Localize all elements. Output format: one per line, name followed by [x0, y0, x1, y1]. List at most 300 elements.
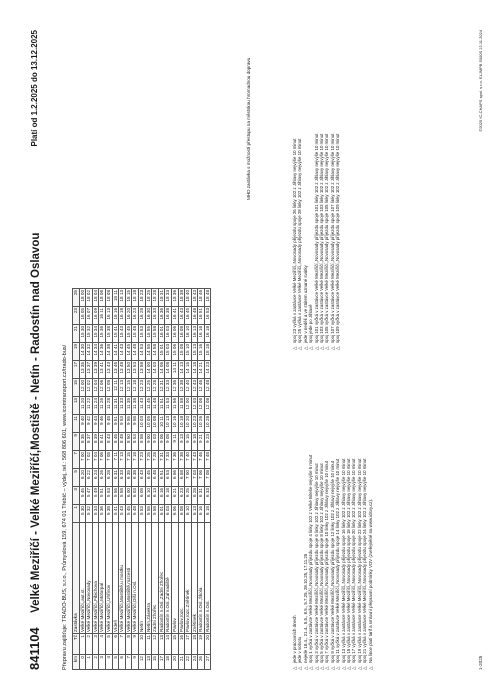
cell-time: 6 10	[185, 505, 192, 523]
cell-time: 9 42	[86, 415, 93, 433]
cell-time: 7 00	[185, 469, 192, 487]
cell-time: 9 03	[152, 433, 159, 451]
cell-time: 18 23	[138, 289, 145, 307]
cell-time: 7 33	[165, 451, 172, 469]
cell-time: 5 34	[92, 505, 99, 523]
cell-time: 15 08	[178, 343, 185, 361]
cell-time: 11 24	[92, 397, 99, 415]
cell-time: 9 40	[79, 415, 86, 433]
table-row	[178, 289, 185, 670]
cell-time: 14 23	[204, 361, 211, 379]
cell-time: 6 01	[158, 505, 165, 523]
cell-km: 20	[171, 655, 178, 670]
cell-time: 9 48	[105, 415, 112, 433]
cell-time: 6 08	[138, 487, 145, 505]
cell-km: 26	[198, 655, 205, 670]
cell-station: Velké Meziříčí,,Uhřínov	[105, 523, 112, 634]
cell-time: 15 03	[165, 343, 172, 361]
note-text: nejede 18.4., 21.4., 5.5., 8.5., 5.7.25, 28.10.25, 17.11.25	[302, 553, 308, 663]
cell-time: 7 13	[119, 451, 126, 469]
cell-time: 5 49	[92, 487, 99, 505]
cell-time: 10 28	[204, 415, 211, 433]
cell-time: 11 26	[99, 397, 106, 415]
cell-time: 9 00	[145, 433, 152, 451]
cell-time: 14 53	[138, 343, 145, 361]
cell-time: 12 02	[86, 379, 93, 397]
cell-time: 14 55	[145, 343, 152, 361]
triangle-icon: △	[324, 346, 330, 350]
cell-time: 5 32	[86, 505, 93, 523]
cell-time: 18 38	[178, 289, 185, 307]
cell-time: 8 53	[132, 433, 139, 451]
cell-time: 9 21	[198, 433, 205, 451]
cell-time: 18 48	[204, 289, 211, 307]
col-trip: 7	[73, 451, 80, 469]
note-text: spoj 107 vyčká v zastávce Velké Meziříčí,,Novosady příjezdu spoje 107 linky 102 z Jihlavy nejvýše 10 minut	[329, 133, 335, 343]
table-row	[191, 289, 198, 670]
cell-time: 14 08	[165, 361, 172, 379]
cell-tc: 5	[105, 634, 112, 655]
cell-station: Velké Meziříčí,,aut.st.	[79, 523, 86, 634]
col-trip: 9	[73, 433, 80, 451]
cell-tc: 4	[99, 634, 106, 655]
cell-time: 9 55	[125, 415, 132, 433]
cell-time: 6 43	[138, 469, 145, 487]
cell-station: Netín,Zásekra	[145, 523, 152, 634]
note-text: spoj 17 vyčká v zastávce Velké Meziříčí,,Novosady příjezdu spoje 20 linky 102 z Jihlavy nejvýše 10 minut	[351, 458, 357, 663]
notes-right	[292, 30, 341, 350]
cell-time: 10 16	[171, 415, 178, 433]
note-text: spoj 109 vyčká v zastávce Velké Meziříčí,,Novosady příjezdu spoje 109 linky 102 z Jihlavy nejvýše 10 minut	[335, 133, 341, 343]
cell-station: Velké Meziříčí,Olší n.Osl.	[132, 523, 139, 634]
cell-time: 6 18	[204, 505, 211, 523]
cell-station: Velké Meziříčí,Mostiště,u mostku	[119, 523, 126, 634]
cell-time: 5 56	[112, 487, 119, 505]
col-trip: 3	[73, 487, 80, 505]
col-trip: 17	[73, 361, 80, 379]
cell-time: 6 16	[158, 487, 165, 505]
cell-time: 6 51	[158, 469, 165, 487]
cell-station: Radostín n.Osl.,Zahradiště	[165, 523, 172, 634]
cell-tc: 8	[125, 634, 132, 655]
cell-time: 8 35	[79, 433, 86, 451]
cell-tc: 9	[132, 634, 139, 655]
cell-time: 14 41	[112, 343, 119, 361]
cell-time: 11 53	[165, 397, 172, 415]
cell-time: 11 20	[79, 397, 86, 415]
cell-time: 7 18	[132, 451, 139, 469]
cell-time: 15 01	[158, 343, 165, 361]
cell-time: 6 53	[165, 469, 172, 487]
note-text: spoj 25 vyčká v zastávce Velké Meziříčí,,Novosady příjezdu spoje 28 linky 102 z Jihlavy nejvýše 10 minut	[297, 138, 303, 343]
cell-time: 13 58	[138, 361, 145, 379]
cell-time: 15 36	[99, 325, 106, 343]
cell-time: 12 08	[105, 379, 112, 397]
cell-time: 12 43	[191, 379, 198, 397]
cell-km: 13	[145, 655, 152, 670]
cell-time: 16 45	[185, 307, 192, 325]
cell-time: 6 03	[132, 487, 139, 505]
cell-time: 7 46	[198, 451, 205, 469]
table-row	[204, 289, 211, 670]
note-text: spoj 105 vyčká v zastávce Velké Meziříčí,,Novosady příjezdu spoje 105 linky 102 z Jihlavy nejvýše 10 minut	[324, 133, 330, 343]
cell-tc: 11	[145, 634, 152, 655]
note-text: spoj 9 vyčká v zastávce Velké Meziříčí,,Novosady příjezdu spoje 12 linky 102 z Jihlavy nejvýše 10 minut	[329, 460, 335, 663]
cell-time: 14 43	[119, 343, 126, 361]
triangle-icon: △	[302, 346, 308, 350]
cell-time: 8 39	[92, 433, 99, 451]
cell-tc: 3	[92, 634, 99, 655]
cell-time: 15 48	[132, 325, 139, 343]
cell-time: 7 06	[198, 469, 205, 487]
cell-time: 12 23	[138, 379, 145, 397]
cell-km: 1	[86, 655, 93, 670]
cell-time: 10 05	[145, 415, 152, 433]
col-trip: 19	[73, 343, 80, 361]
cell-time: 5 53	[138, 505, 145, 523]
table-row	[145, 289, 152, 670]
cell-time: 6 33	[204, 487, 211, 505]
cell-time: 15 58	[152, 325, 159, 343]
cell-time: 16 08	[178, 325, 185, 343]
cell-time: 15 43	[119, 325, 126, 343]
cell-time: 9 06	[158, 433, 165, 451]
validity-period: Platí od 1.2.2025 do 13.12.2025	[30, 30, 39, 147]
cell-time: 15 32	[86, 325, 93, 343]
cell-time: 13 48	[119, 361, 126, 379]
cell-time: 16 10	[185, 325, 192, 343]
cell-station: Velké Meziříčí,Mostiště,rozcestí	[125, 523, 132, 634]
note-text: spoj 3 vyčká v zastávce Velké Meziříčí,,Novosady příjezdu spoje 6 linky 102 z Jihlavy nejvýše 10 minut	[313, 463, 319, 663]
cell-time: 6 20	[79, 469, 86, 487]
cell-time: 10 13	[165, 415, 172, 433]
cell-time: 11 43	[138, 397, 145, 415]
cell-tc: 18	[191, 634, 198, 655]
cell-time: 6 31	[198, 487, 205, 505]
cell-time: 8 58	[138, 433, 145, 451]
note-text: spoj 11 vyčká v zastávce Velké Meziříčí,,Novosady příjezdu spoje 14 linky 102 z Jihlavy nejvýše 10 minut	[335, 458, 341, 663]
cell-time: 7 43	[191, 451, 198, 469]
cell-time: 14 48	[132, 343, 139, 361]
triangle-icon: △	[313, 666, 319, 670]
cell-time: 9 58	[132, 415, 139, 433]
cell-time: 12 08	[204, 397, 211, 415]
cell-time: 10 18	[178, 415, 185, 433]
triangle-icon: △	[329, 666, 335, 670]
cell-time: 7 11	[112, 451, 119, 469]
cell-time: 18 43	[191, 289, 198, 307]
cell-time: 16 38	[165, 307, 172, 325]
cell-time: 9 15	[185, 433, 192, 451]
cell-time: 5 43	[119, 505, 126, 523]
cell-time: 18 46	[198, 289, 205, 307]
cell-time: 14 06	[158, 361, 165, 379]
cell-time: 11 22	[86, 397, 93, 415]
cell-time: 7 38	[178, 451, 185, 469]
cell-time: 7 40	[185, 451, 192, 469]
triangle-icon: △	[302, 666, 308, 670]
cell-time: 7 03	[191, 469, 198, 487]
cell-time: 14 03	[152, 361, 159, 379]
cell-time: 12 11	[112, 379, 119, 397]
cell-time: 16 36	[158, 307, 165, 325]
cell-time: 5 45	[125, 505, 132, 523]
cell-km: 24	[191, 655, 198, 670]
cell-time: 5 58	[152, 505, 159, 523]
cell-time: 11 45	[145, 397, 152, 415]
cell-time: 6 33	[119, 469, 126, 487]
cell-time: 8 37	[86, 433, 93, 451]
cell-time: 16 20	[125, 307, 132, 325]
cell-time: 8 43	[105, 433, 112, 451]
cell-time: 7 04	[92, 451, 99, 469]
triangle-icon: △	[324, 666, 330, 670]
triangle-icon: △	[297, 666, 303, 670]
cell-time: 16 07	[86, 307, 93, 325]
cell-time: 10 11	[158, 415, 165, 433]
triangle-icon: △	[292, 666, 297, 670]
table-row	[99, 289, 106, 670]
triangle-icon: △	[335, 666, 341, 670]
cell-time: 16 43	[178, 307, 185, 325]
cell-time: 6 48	[152, 469, 159, 487]
cell-time: 12 04	[92, 379, 99, 397]
cell-time: 7 36	[171, 451, 178, 469]
cell-time: 5 36	[99, 505, 106, 523]
cell-time: 11 56	[171, 397, 178, 415]
cell-time: 7 08	[204, 469, 211, 487]
cell-time: 14 45	[125, 343, 132, 361]
cell-time: 8 50	[125, 433, 132, 451]
cell-tc: 19	[198, 634, 205, 655]
timetable-body	[79, 289, 211, 670]
cell-time: 18 36	[171, 289, 178, 307]
cell-time: 15 18	[204, 343, 211, 361]
cell-time: 14 30	[79, 343, 86, 361]
cell-time: 16 16	[112, 307, 119, 325]
cell-time: 12 31	[158, 379, 165, 397]
cell-time: 9 51	[112, 415, 119, 433]
triangle-icon: △	[308, 346, 314, 350]
cell-time: 6 08	[178, 505, 185, 523]
triangle-icon: △	[346, 666, 352, 670]
route-name: Velké Meziříčí - Velké Meziříčí,Mostiště - Netín - Radostín nad Oslavou	[30, 232, 42, 613]
cell-time: 9 08	[165, 433, 172, 451]
cell-time: 16 33	[152, 307, 159, 325]
timetable-header	[73, 289, 80, 670]
cell-station: Netín	[138, 523, 145, 634]
note-text: spoj 103 vyčká v zastávce Velké Meziříčí,,Novosady příjezdu spoje 103 linky 102 z Jihlavy nejvýše 10 minut	[319, 133, 325, 343]
cell-time: 16 53	[204, 307, 211, 325]
cell-time: 13 35	[79, 361, 86, 379]
triangle-icon: △	[297, 346, 303, 350]
cell-time: 15 45	[125, 325, 132, 343]
table-row	[79, 289, 86, 670]
footer-right: ©2025 IC-CHAPS spol. s r.o. ELJMPB 5000S 22.11.2024	[478, 30, 483, 132]
cell-time: 6 16	[198, 505, 205, 523]
cell-time: 6 56	[171, 469, 178, 487]
cell-time: 18 15	[125, 289, 132, 307]
cell-time: 16 18	[119, 307, 126, 325]
col-trip: 21	[73, 325, 80, 343]
cell-time: 10 03	[138, 415, 145, 433]
cell-time: 12 33	[165, 379, 172, 397]
cell-time: 13 39	[92, 361, 99, 379]
cell-time: 8 48	[119, 433, 126, 451]
triangle-icon: △	[319, 666, 325, 670]
cell-time: 9 44	[92, 415, 99, 433]
cell-tc: 2	[86, 634, 93, 655]
cell-time: 6 13	[191, 505, 198, 523]
table-row	[138, 289, 145, 670]
cell-km: 3	[99, 655, 106, 670]
cell-tc: 7	[119, 634, 126, 655]
cell-time: 15 34	[92, 325, 99, 343]
cell-km: 21	[178, 655, 185, 670]
cell-time: 6 06	[171, 505, 178, 523]
cell-time: 7 31	[158, 451, 165, 469]
table-row	[171, 289, 178, 670]
col-trip: 1	[73, 505, 80, 523]
notes-left	[292, 370, 373, 670]
cell-km: 0	[79, 655, 86, 670]
note-item	[368, 370, 373, 670]
cell-time: 12 03	[191, 397, 198, 415]
cell-station: Pavlov,rozc.	[178, 523, 185, 634]
cell-time: 15 30	[79, 325, 86, 343]
cell-km: 18	[165, 655, 172, 670]
cell-time: 7 23	[138, 451, 145, 469]
col-trip: 15	[73, 379, 80, 397]
cell-time: 16 16	[198, 325, 205, 343]
note-text: spoj 15 vyčká v zastávce Velké Meziříčí,,Novosady příjezdu spoje 18 linky 102 z Jihlavy nejvýše 10 minut	[346, 458, 352, 663]
cell-time: 12 18	[132, 379, 139, 397]
footer-left: 1-2025	[478, 655, 483, 670]
table-row	[112, 289, 119, 670]
mhd-note: MHD zastávka s možností přestupu na městskou hromadnou dopravu	[246, 57, 251, 200]
cell-time: 12 13	[119, 379, 126, 397]
cell-time: 12 06	[198, 397, 205, 415]
cell-time: 9 53	[119, 415, 126, 433]
cell-time: 6 45	[145, 469, 152, 487]
cell-time: 7 15	[125, 451, 132, 469]
cell-time: 6 23	[178, 487, 185, 505]
cell-km: 5	[112, 655, 119, 670]
cell-time: 11 38	[132, 397, 139, 415]
cell-tc: 16	[178, 634, 185, 655]
table-row	[132, 289, 139, 670]
cell-time: 18 00	[79, 289, 86, 307]
cell-km: 4	[105, 655, 112, 670]
note-text: spoj 5 vyčká v zastávce Velké Meziříčí,,Novosady příjezdu spoje 8 linky 102 z Jihlavy nejvýše 10 minut	[319, 463, 325, 663]
cell-station: Pavlov	[171, 523, 178, 634]
cell-time: 7 25	[145, 451, 152, 469]
col-trip: 13	[73, 397, 80, 415]
cell-time: 6 18	[165, 487, 172, 505]
cell-time: 18 11	[112, 289, 119, 307]
triangle-icon: △	[329, 346, 335, 350]
cell-time: 13 41	[99, 361, 106, 379]
cell-time: 7 06	[99, 451, 106, 469]
cell-time: 16 30	[145, 307, 152, 325]
note-text: spoj 19 vyčká v zastávce Velké Meziříčí,,Novosady příjezdu spoje 22 linky 102 z Jihlavy nejvýše 10 minut	[356, 458, 362, 663]
cell-time: 6 10	[145, 487, 152, 505]
cell-time: 16 13	[191, 325, 198, 343]
cell-time: 10 08	[152, 415, 159, 433]
cell-time: 9 23	[204, 433, 211, 451]
note-text: jede v sobotu	[297, 636, 303, 663]
cell-time: 9 13	[178, 433, 185, 451]
triangle-icon: △	[292, 346, 297, 350]
operator-info: Přepravu zajišťuje: TRADO-BUS, s.r.o., Průmyslová 159, 674 01 Třebíč – výdej, tel.: 568 806 601, www.icomtransport.cz/trado-bus/	[62, 344, 68, 670]
cell-time: 16 11	[99, 307, 106, 325]
triangle-icon: △	[362, 666, 368, 670]
col-trip: 23	[73, 307, 80, 325]
cell-time: 15 41	[112, 325, 119, 343]
cell-time: 16 01	[158, 325, 165, 343]
cell-time: 14 15	[185, 361, 192, 379]
cell-time: 7 00	[79, 451, 86, 469]
cell-time: 18 31	[158, 289, 165, 307]
col-station: Zastávka	[73, 523, 80, 634]
cell-tc: 1	[79, 634, 86, 655]
cell-km: 27	[204, 655, 211, 670]
cell-time: 6 25	[185, 487, 192, 505]
cell-time: 8 46	[112, 433, 119, 451]
cell-time: 12 40	[185, 379, 192, 397]
cell-time: 18 33	[165, 289, 172, 307]
cell-time: 16 06	[171, 325, 178, 343]
table-row	[92, 289, 99, 670]
cell-time: 15 53	[138, 325, 145, 343]
cell-time: 12 25	[145, 379, 152, 397]
cell-time: 6 35	[125, 469, 132, 487]
col-trip: 11	[73, 415, 80, 433]
triangle-icon: △	[356, 666, 362, 670]
triangle-icon: △	[351, 666, 357, 670]
cell-time: 15 16	[198, 343, 205, 361]
note-item	[335, 30, 340, 350]
note-text: spoj 21 vyčká v zastávce Velké Meziříčí,,Novosady příjezdu spoje 24 linky 102 z Jihlavy nejvýše 10 minut	[362, 458, 368, 663]
cell-time: 6 26	[99, 469, 106, 487]
cell-time: 12 28	[152, 379, 159, 397]
cell-time: 11 33	[119, 397, 126, 415]
cell-time: 18 08	[105, 289, 112, 307]
cell-time: 15 55	[145, 325, 152, 343]
triangle-icon: △	[313, 346, 319, 350]
cell-km: 22	[185, 655, 192, 670]
cell-time: 6 22	[86, 469, 93, 487]
cell-time: 13 53	[132, 361, 139, 379]
col-tc: Tč	[73, 634, 80, 655]
cell-station: Velké Meziříčí,,Motorpal	[99, 523, 106, 634]
table-row	[152, 289, 159, 670]
note-text: Na lince platí tarif a smluvní přepravní podmínky VDV (zveřejněné na www.idsvy.cz).	[367, 498, 373, 663]
cell-time: 18 04	[92, 289, 99, 307]
cell-station: Radostín n.Osl.,Zadní Zhořec	[158, 523, 165, 634]
cell-station: Velké Meziříčí,,Fibichova	[92, 523, 99, 634]
cell-time: 7 48	[204, 451, 211, 469]
cell-time: 9 11	[171, 433, 178, 451]
triangle-icon: △	[335, 346, 341, 350]
cell-time: 18 28	[152, 289, 159, 307]
cell-time: 14 32	[86, 343, 93, 361]
cell-time: 13 43	[105, 361, 112, 379]
cell-time: 18 06	[99, 289, 106, 307]
cell-time: 18 02	[86, 289, 93, 307]
route-number: 841104	[27, 627, 42, 670]
cell-time: 6 31	[112, 469, 119, 487]
